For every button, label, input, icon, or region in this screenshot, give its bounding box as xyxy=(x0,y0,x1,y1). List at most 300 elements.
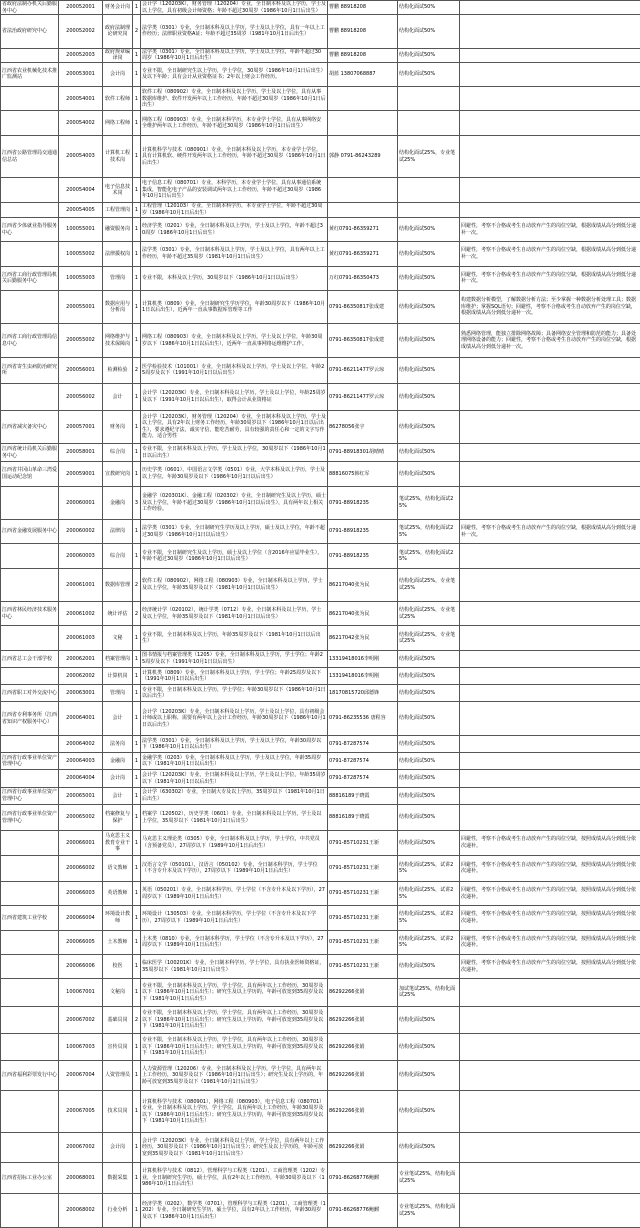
cell-post: 管理岗 xyxy=(103,266,133,290)
cell-post: 人资管理员 xyxy=(103,1061,133,1090)
cell-req: 英语（050201）专业，全日制本科学历，学士学位（不含专升本及以下学历），27周岁以下（1989年10月1日后出生） xyxy=(141,881,328,905)
cell-note: 回避性，考察不合格或考生自动放弃产生的岗位空缺，按照成绩从高分到低分依次递补。 xyxy=(460,954,640,978)
cell-num: 1 xyxy=(133,48,141,62)
cell-req: 法学类（0301）专业，全日制研究生学历及以上学历，硕士及以上学位，年龄不超过30周岁（1986年10月1日以后出生） xyxy=(141,520,328,544)
table-row xyxy=(1,770,640,787)
cell-req: 会计学（120203K）专业，全日制本科及以上学历，学士及以上学位，年龄35周岁以下（1981年10月1日以后出生） xyxy=(141,770,328,787)
cell-tel: 88816189于晓霞 xyxy=(328,787,398,804)
cell-post: 电子信息技术岗 xyxy=(103,178,133,202)
cell-unit xyxy=(1,930,59,954)
table-row xyxy=(1,357,640,383)
cell-code: 200054004 xyxy=(59,178,103,202)
cell-exam: 结构化面试50% xyxy=(398,48,460,62)
cell-post: 会计 xyxy=(103,384,133,410)
cell-req: 汉语言文学（050101），汉语言（050102）专业，全日制本科学历，学士学位（不含专升本及以下学历），27周岁以下（1989年10月1日后出生） xyxy=(141,855,328,881)
cell-num: 1 xyxy=(133,202,141,217)
cell-post: 会计岗 xyxy=(103,770,133,787)
cell-code: 200067002 xyxy=(59,1133,103,1162)
cell-req: 计算机科学与技术（0812），管理科学与工程类（1201），工商管理类（1202）专业，全日制研究生学历，硕士学位，具有2年以上工作经历，年龄30周岁及以下（1986年10月1日后出生） xyxy=(141,1162,328,1193)
cell-note: 回避性，考察不合格或考生自动放弃产生的岗位空缺，按照成绩从高分到低分依次递补。 xyxy=(460,930,640,954)
cell-tel xyxy=(328,178,398,202)
cell-req: 网络工程（080903）专业，全日制本科学历，本专业学士学位，具有从事网络安全维护两年以上工作经历，年龄不超过30周岁（1986年10月1日后出生） xyxy=(141,111,328,135)
cell-code: 200065002 xyxy=(59,804,103,830)
table-row xyxy=(1,1,640,15)
table-row xyxy=(1,178,640,202)
cell-exam: 结构化面试50% xyxy=(398,324,460,357)
cell-tel: 0791-85710231王新 xyxy=(328,855,398,881)
cell-num: 1 xyxy=(133,787,141,804)
cell-req: 计算机类（0809）专业，全日制研究生学历学位，年龄30周岁以下（1986年10月1日以后出生），近两年一直从事数据库管理等工作 xyxy=(141,290,328,323)
cell-exam: 专业笔试25%，结构化面试25% xyxy=(398,1162,460,1193)
table-body xyxy=(1,1,640,1228)
cell-req: 经济统计学（020102），统计学类（0712）专业，全日制本科及以上学历，学士及以上学位，年龄35周岁及以下（1981年10月1日以后出生） xyxy=(141,602,328,626)
cell-num: 1 xyxy=(133,520,141,544)
cell-code: 200067005 xyxy=(59,1090,103,1133)
cell-code: 200052002 xyxy=(59,15,103,48)
cell-post: 会计 xyxy=(103,702,133,735)
table-row xyxy=(1,855,640,881)
cell-unit xyxy=(1,881,59,905)
cell-exam: 结构化面试25%，专业笔试25% xyxy=(398,568,460,601)
cell-tel: 18170815720邱德锋 xyxy=(328,685,398,702)
cell-code: 200062002 xyxy=(59,668,103,685)
cell-exam xyxy=(398,111,460,135)
cell-unit: 江西省职工对外交流中心 xyxy=(1,685,59,702)
table-row xyxy=(1,1194,640,1228)
cell-note xyxy=(460,87,640,111)
cell-unit xyxy=(1,831,59,855)
cell-post: 宣教研究岗 xyxy=(103,462,133,486)
cell-post: 数据库管理 xyxy=(103,568,133,601)
cell-num: 1 xyxy=(133,979,141,1006)
cell-post: 英语教师 xyxy=(103,881,133,905)
cell-note xyxy=(460,48,640,62)
table-row xyxy=(1,462,640,486)
cell-exam: 结构化面试50% xyxy=(398,62,460,86)
cell-note xyxy=(460,135,640,178)
cell-req: 人力资源管理（120206）专业，全日制本科及以上学历，学士学位，具有两年以上工作经历，30周岁及以下（1986年10月1日后出生）；研究生及以上学历的，年龄可放宽到35周岁及以下（1981年10月1日后出生） xyxy=(141,1061,328,1090)
cell-note xyxy=(460,1133,640,1162)
cell-note xyxy=(460,384,640,410)
cell-num: 1 xyxy=(133,831,141,855)
cell-tel xyxy=(328,202,398,217)
cell-req: 金融学类（0203）专业，全日制本科及以上学历，学士及以上学位，年龄35周岁以下（1981年10月1日以后出生） xyxy=(141,753,328,770)
cell-code: 200057001 xyxy=(59,410,103,443)
cell-num: 1 xyxy=(133,650,141,667)
cell-unit: 江西省井冈山革命三湾爱国运动纪念馆 xyxy=(1,462,59,486)
cell-code: 200061002 xyxy=(59,602,103,626)
cell-req: 专业不限，全日制研究生及以上学历，硕士及以上学位（含2016年应届毕业生），年龄不超过30周岁（1986年10月1日以后出生） xyxy=(141,544,328,568)
cell-req: 专业不限，全日制本科及以上学历，学士及以上学位，30周岁以下（1986年10月1日以后出生） xyxy=(141,443,328,461)
cell-req: 经济学类（0202），数学类（0701），管理科学与工程类（1201），工商管理类（1202）专业，全日制研究生学历，硕士学位，具有2年以上工作经历，年龄30周岁及以下（1986年10月1日后出生） xyxy=(141,1194,328,1228)
cell-code: 200066004 xyxy=(59,906,103,930)
cell-tel: 0791-88918301胡晴晴 xyxy=(328,443,398,461)
cell-post: 文秘岗 xyxy=(103,979,133,1006)
cell-unit xyxy=(1,48,59,62)
cell-req: 专业不限，全日制研究生以上学历，学士学位，30周岁（1986年10月1日后出生）及以下年龄；具有会计从业资格证书；2年以上财会工作经历。 xyxy=(141,62,328,86)
cell-req: 医学检验技术（101001）专业，全日制本科及以上学历，学士及以上学位，年龄25周岁及以下（1991年10月1日以后出生） xyxy=(141,357,328,383)
cell-code: 200055001 xyxy=(59,290,103,323)
table-row xyxy=(1,48,640,62)
cell-exam: 结构化面试50% xyxy=(398,954,460,978)
table-row xyxy=(1,290,640,323)
cell-tel: 黄红0791-86359271 xyxy=(328,242,398,266)
table-row xyxy=(1,87,640,111)
cell-code: 200054003 xyxy=(59,135,103,178)
table-row xyxy=(1,1061,640,1090)
cell-num: 1 xyxy=(133,1133,141,1162)
cell-tel: 86217042张为民 xyxy=(328,626,398,650)
cell-req: 电子信息工程（080701）专业，本科学历，本专业学士学位，具有从事通信系统集成，智能化电子产品的安装调试两年以上工作经历，年龄不超过30周岁（1986年10月1日后出生） xyxy=(141,178,328,202)
cell-post: 会计 xyxy=(103,787,133,804)
cell-req: 历史学类（0601）、中国语言文学类（0501）专业，大学本科及以上学历，学士及以上学位，年龄30周岁及以下（1986年10月1日以后出生） xyxy=(141,462,328,486)
table-row xyxy=(1,111,640,135)
table-row xyxy=(1,443,640,461)
cell-post: 计算机工程技术岗 xyxy=(103,135,133,178)
cell-num: 1 xyxy=(133,1194,141,1228)
cell-note: 回避性，考察不合格或考生自动放弃产生的岗位空缺，根据成绩从高分到低分递补一次。 xyxy=(460,266,640,290)
cell-post: 文秘 xyxy=(103,626,133,650)
cell-req: 会计学（120203K），财务管理（120204）专业，全日制本科及以上学历，学士及以上学位，具有2年以上财务工作经历，年龄30周岁以下（1986年10月1日以后出生），要求遵纪守法，诚实守信，能吃苦耐劳，具有较强的责任心和一定的文字写作能力，适合男性 xyxy=(141,410,328,443)
cell-unit: 江西省行政事业单位资产管理中心 xyxy=(1,753,59,770)
table-row xyxy=(1,735,640,752)
cell-note xyxy=(460,443,640,461)
cell-tel: 86292266张娟 xyxy=(328,1006,398,1033)
cell-code: 200061001 xyxy=(59,568,103,601)
table-row xyxy=(1,410,640,443)
cell-code: 200063001 xyxy=(59,685,103,702)
cell-unit: 江西省招标工业办公室 xyxy=(1,1162,59,1193)
table-row xyxy=(1,787,640,804)
cell-num: 2 xyxy=(133,357,141,383)
cell-post: 基础员岗 xyxy=(103,1006,133,1033)
cell-unit xyxy=(1,770,59,787)
cell-req: 临床医学（100201K）专业，全日制本科学历，学士学位，具有执业医师资格证，35周岁以下（1981年10月1日后出生） xyxy=(141,954,328,978)
cell-req: 会计学（120203K），财务管理（120204）专业，全日制本科及以上学历，学士及以上学位，具有初级会计师资格；年龄不超过30周岁（1986年10月1日后出生） xyxy=(142,1,326,14)
cell-num: 1 xyxy=(133,702,141,735)
cell-tel: 0791-87287574 xyxy=(328,753,398,770)
cell-req: 专业不限，全日制本科及以上学历，学士学位，具有两年以上工作经历，30周岁及以下（1986年10月1日后出生）；研究生及以上学历的，年龄可放宽到35周岁及以下（1981年10月1日后出生） xyxy=(141,979,328,1006)
cell-num: 1 xyxy=(133,804,141,830)
cell-exam: 结构化面试25%，专业笔试25% xyxy=(398,135,460,178)
cell-unit: 江西省统计局机关后勤服务中心 xyxy=(1,443,59,461)
cell-tel: 0791-85710231王新 xyxy=(328,881,398,905)
cell-exam: 结构化面试50% xyxy=(398,357,460,383)
cell-exam xyxy=(398,178,460,202)
table-row xyxy=(1,979,640,1006)
cell-code: 200060001 xyxy=(59,486,103,519)
cell-post: 法务岗 xyxy=(103,735,133,752)
cell-post: 统计评估 xyxy=(103,602,133,626)
cell-req: 专业不限，本科及以上学历，30周岁以下（1986年10月1日以后出生） xyxy=(141,266,328,290)
table-row xyxy=(1,520,640,544)
cell-num: 2 xyxy=(133,1006,141,1033)
cell-num: 1 xyxy=(133,906,141,930)
table-row xyxy=(1,324,640,357)
cell-exam: 结构化面试50% xyxy=(398,1090,460,1133)
cell-num: 1 xyxy=(133,1033,141,1060)
cell-post: 档案管理岗 xyxy=(103,650,133,667)
cell-exam: 专业笔试25%，结构化面试25% xyxy=(398,1194,460,1228)
cell-exam: 结构化面试50% xyxy=(398,266,460,290)
cell-unit xyxy=(1,1133,59,1162)
cell-req: 法学类（0301）专业，全日制本科及以上学历，学士及以上学位，年龄不超过30周岁（1986年10月1日后出生） xyxy=(141,48,328,62)
cell-req: 经济学类（0201）专业，全日制本科及以上学历，学士及以上学位，年龄不超过30周岁（1986年10月1日后出生） xyxy=(141,217,328,241)
cell-note xyxy=(460,1,640,15)
cell-post: 宣传员岗 xyxy=(103,1033,133,1060)
cell-code: 200068002 xyxy=(59,1194,103,1228)
table-row xyxy=(1,954,640,978)
table-row xyxy=(1,650,640,667)
cell-exam: 结构化面试50% xyxy=(398,685,460,702)
table-row xyxy=(1,242,640,266)
cell-req: 软件工程（080902）专业，全日制本科及以上学历，学士及以上学位，具有从事数据库维护、软件开发两年以上工作经历，年龄不超过30周岁（1986年10月1日后出生） xyxy=(141,87,328,111)
cell-req: 工程管理（120103）专业，全日制本科学历，本专业学士学位，年龄不超过30周岁（1986年10月1日后出生） xyxy=(141,202,328,217)
cell-exam: 结构化面试50% xyxy=(398,770,460,787)
cell-note xyxy=(460,568,640,601)
cell-unit: 江西省工商行政管理局信息中心 xyxy=(1,324,59,357)
cell-num: 2 xyxy=(133,15,141,48)
cell-post: 法律援权岗 xyxy=(103,242,133,266)
table-row xyxy=(1,266,640,290)
cell-unit: 江西省专利事务所（江西省知识产权服务中心） xyxy=(1,702,59,735)
cell-tel: 0791-86211477罗云琼 xyxy=(328,357,398,383)
cell-code: 100067001 xyxy=(59,979,103,1006)
cell-num: 1 xyxy=(133,178,141,202)
cell-req: 专业不限，全日制本科及以上学历，学士学位，具有两年以上工作经历，30周岁及以下（1986年10月1日后出生）；研究生及以上学历的，年龄可放宽到35周岁及以下（1981年10月1日后出生） xyxy=(141,1006,328,1033)
cell-unit: 江西省行政事业单位资产管理中心 xyxy=(1,787,59,804)
cell-exam: 结构化面试25%，试讲25% xyxy=(398,855,460,881)
cell-unit: 江西省寄生虫病防治研究所 xyxy=(1,357,59,383)
cell-note xyxy=(460,111,640,135)
cell-num: 1 xyxy=(133,954,141,978)
cell-note xyxy=(460,410,640,443)
cell-code: 200054002 xyxy=(59,111,103,135)
cell-unit xyxy=(1,242,59,266)
cell-code: 100067003 xyxy=(59,1033,103,1060)
table-row xyxy=(1,1090,640,1133)
cell-note xyxy=(460,979,640,1006)
cell-num: 1 xyxy=(133,544,141,568)
cell-unit xyxy=(1,384,59,410)
cell-exam: 结构化面试50% xyxy=(398,668,460,685)
cell-post: 行业分析 xyxy=(103,1194,133,1228)
table-row xyxy=(1,668,640,685)
cell-note xyxy=(460,62,640,86)
cell-exam: 结构化面试50% xyxy=(398,290,460,323)
cell-exam: 结构化面试50% xyxy=(398,384,460,410)
cell-req: 法学类（0301）专业，全日制本科及以上学历，学士及以上学位，具有两年以上工作经历，年龄不超过35周岁（1981年10月1日后出生） xyxy=(141,242,328,266)
table-row xyxy=(1,568,640,601)
cell-exam: 结构化面试50% xyxy=(398,217,460,241)
cell-exam: 结构化面试50% xyxy=(398,1061,460,1090)
table-row xyxy=(1,930,640,954)
table-row xyxy=(1,217,640,241)
cell-tel: 0791-88918235 xyxy=(328,486,398,519)
table-row xyxy=(1,831,640,855)
cell-post: 马克思主义教育专业干事 xyxy=(103,831,133,855)
cell-exam: 结构化面试50% xyxy=(398,804,460,830)
cell-unit xyxy=(1,979,59,1006)
cell-post: 语文教师 xyxy=(103,855,133,881)
cell-exam: 结构化面试25%，专业笔试25% xyxy=(398,626,460,650)
cell-exam: 结构化面试50% xyxy=(398,787,460,804)
cell-note xyxy=(460,1162,640,1193)
cell-num: 1 xyxy=(133,242,141,266)
cell-tel: 曹鹏 88918208 xyxy=(328,1,398,15)
cell-num: 1 xyxy=(133,384,141,410)
cell-unit: 省政府法制办机关后勤服务中心 xyxy=(2,1,58,14)
cell-req: 会计学（120203K）专业，全日制本科及以上学历，学士及以上学位，具有初级会计师或以上职称，需要有两年以上会计工作经历，年龄30周岁以下（1986年10月1日以后出生） xyxy=(141,702,328,735)
cell-num: 2 xyxy=(133,568,141,601)
cell-num: 1 xyxy=(133,324,141,357)
table-row xyxy=(1,753,640,770)
table-row xyxy=(1,1033,640,1060)
cell-req: 计算机科学与技术（080901）专业，全日制本科及以上学历，本专业学士学位，具有计算机软、硬件开发两年以上工作经历，年龄不超过30周岁（1986年10月1日后出生） xyxy=(141,135,328,178)
table-row xyxy=(1,135,640,178)
cell-num: 1 xyxy=(133,753,141,770)
cell-code: 200064001 xyxy=(59,702,103,735)
cell-tel: 86292266张娟 xyxy=(328,1133,398,1162)
cell-exam: 结构化面试50% xyxy=(398,1006,460,1033)
table-row xyxy=(1,544,640,568)
cell-exam: 加试笔试25%，结构化面试25% xyxy=(398,979,460,1006)
cell-exam: 结构化面试50% xyxy=(398,831,460,855)
cell-note xyxy=(460,486,640,519)
cell-code: 200058001 xyxy=(59,443,103,461)
cell-code: 200064003 xyxy=(59,753,103,770)
cell-tel: 0791-86350817张成建 xyxy=(328,290,398,323)
cell-code: 200060002 xyxy=(59,520,103,544)
cell-post: 档案修复与保护 xyxy=(103,804,133,830)
cell-num: 1 xyxy=(133,930,141,954)
cell-req: 专业不限，全日制本科及以上学历，年龄35周岁及以下（1981年10月1日以后出生） xyxy=(141,626,328,650)
cell-post: 工程管理岗 xyxy=(103,202,133,217)
cell-num: 1 xyxy=(133,87,141,111)
cell-tel: 86292266张娟 xyxy=(328,1033,398,1060)
cell-tel: 0791-86268776鲍麒 xyxy=(328,1162,398,1193)
cell-note: 构建数据分析模型，了解数据分析方法；至少掌握一种数据分析处理工具；数据库维护；掌握SQL语句；回避性，考察不合格或考生自动放弃产生的岗位空缺，根据成绩从高分到低分递补一次。 xyxy=(460,290,640,323)
cell-post: 土木教师 xyxy=(103,930,133,954)
cell-exam: 结构化面试25%，试讲25% xyxy=(398,930,460,954)
cell-unit: 江西省公路管理局交通通信总站 xyxy=(1,135,59,178)
cell-num: 1 xyxy=(133,266,141,290)
cell-unit xyxy=(1,1033,59,1060)
cell-note: 回避性，考察不合格或考生自动放弃产生的岗位空缺，根据成绩从高分到低分递补一次。 xyxy=(460,242,640,266)
cell-unit xyxy=(1,626,59,650)
cell-num: 1 xyxy=(133,1061,141,1090)
cell-exam: 笔试25%，结构化面试25% xyxy=(398,486,460,519)
table-row xyxy=(1,881,640,905)
cell-unit xyxy=(1,178,59,202)
cell-tel: 郭静 0791-86243289 xyxy=(328,135,398,178)
cell-req: 马克思主义理论类（0305）专业，全日制本科及以上学历，学士学位，中共党员（含预备党员），27周岁以下（1989年10月1日后出生） xyxy=(141,831,328,855)
cell-note xyxy=(460,668,640,685)
cell-num: 1 xyxy=(133,855,141,881)
cell-exam: 笔试25%，结构化面试25% xyxy=(398,544,460,568)
cell-req: 会计学（630302）专业，全日制大专及以上学历，35周岁以下（1981年10月1日后出生） xyxy=(141,787,328,804)
cell-note: 回避性，考察不合格或考生自动放弃产生的岗位空缺，按照成绩从高分到低分依次递补。 xyxy=(460,881,640,905)
cell-tel: 0791-85710231王新 xyxy=(328,930,398,954)
cell-unit: 江西省福利彩票发行中心 xyxy=(1,1061,59,1090)
cell-exam: 结构化面试50% xyxy=(398,1033,460,1060)
cell-tel: 0791-88918235 xyxy=(328,520,398,544)
cell-code: 200066002 xyxy=(59,855,103,881)
cell-num: 1 xyxy=(133,62,141,86)
cell-note: 回避性，考察不合格或考生自动放弃产生的岗位空缺，按照成绩从高分到低分依次递补。 xyxy=(460,831,640,855)
cell-num: 1 xyxy=(133,770,141,787)
table-row xyxy=(1,626,640,650)
cell-unit xyxy=(1,290,59,323)
table-row xyxy=(1,1006,640,1033)
cell-post: 管理岗 xyxy=(103,685,133,702)
table-row xyxy=(1,15,640,48)
cell-exam: 结构化面试50% xyxy=(398,753,460,770)
cell-unit: 江西省农业机械化技术推广监测站 xyxy=(1,62,59,86)
cell-unit: 省法治政府研究中心 xyxy=(1,15,59,48)
cell-tel: 86217040张为民 xyxy=(328,568,398,601)
cell-post: 数据应用与分析岗 xyxy=(103,290,133,323)
cell-tel: 0791-88918235 xyxy=(328,544,398,568)
cell-tel: 0791-85710231王新 xyxy=(328,831,398,855)
cell-code: 200066006 xyxy=(59,954,103,978)
cell-tel xyxy=(328,87,398,111)
cell-unit xyxy=(1,735,59,752)
cell-req: 计算机类（0809）专业，全日制本科及以上学历，学士学位；年龄25周岁及以下（1991年10月1日以后出生） xyxy=(141,668,328,685)
cell-note xyxy=(460,178,640,202)
cell-tel: 0791-87287574 xyxy=(328,735,398,752)
cell-unit: 江西省林民经济技术服务中心 xyxy=(1,602,59,626)
cell-code: 100055001 xyxy=(59,217,103,241)
cell-exam xyxy=(398,202,460,217)
cell-req: 专业不限，全日制本科及以上学历，学士学位，具有两年以上工作经历，30周岁及以下（1986年10月1日后出生）；研究生及以上学历的，年龄可放宽到35周岁及以下（1981年10月1日后出生） xyxy=(141,1033,328,1060)
cell-note xyxy=(460,1061,640,1090)
cell-note xyxy=(460,1006,640,1033)
cell-tel: 86278056张宇 xyxy=(328,410,398,443)
cell-exam: 结构化面试50% xyxy=(398,443,460,461)
cell-note xyxy=(460,735,640,752)
cell-num: 1 xyxy=(133,735,141,752)
cell-num: 1 xyxy=(133,217,141,241)
cell-num: 1 xyxy=(133,1090,141,1133)
table-row xyxy=(1,384,640,410)
cell-note xyxy=(460,753,640,770)
cell-note xyxy=(460,650,640,667)
cell-code: 200053001 xyxy=(59,62,103,86)
cell-note xyxy=(460,15,640,48)
cell-post: 会计岗 xyxy=(103,62,133,86)
table-row xyxy=(1,685,640,702)
cell-req: 图书情报与档案管理类（1205）专业，全日制本科及以上学历，学士学位；年龄25周岁及以下（1991年10月1日以后出生） xyxy=(141,650,328,667)
table-row xyxy=(1,1162,640,1193)
cell-unit xyxy=(1,111,59,135)
cell-post: 检测检验 xyxy=(103,357,133,383)
cell-note xyxy=(460,462,640,486)
table-row xyxy=(1,1133,640,1162)
cell-code: 200054001 xyxy=(59,87,103,111)
cell-note xyxy=(460,770,640,787)
cell-code: 200056001 xyxy=(59,357,103,383)
cell-note: 回避性，考察不合格或考生自动放弃产生的岗位空缺，按照成绩从高分到低分依次递补。 xyxy=(460,855,640,881)
cell-exam: 结构化面试25%，试讲25% xyxy=(398,906,460,930)
cell-req: 会计学（120203K）专业，全日制本科及以上学历，学士及以上学位，年龄25周岁及以下（1991年10月1日以后出生），取得会计从业资格证 xyxy=(141,384,328,410)
cell-code: 200055002 xyxy=(59,324,103,357)
cell-tel: 86292266张娟 xyxy=(328,1061,398,1090)
cell-post: 数据采集 xyxy=(103,1162,133,1193)
cell-post: 技术员岗 xyxy=(103,1090,133,1133)
cell-exam: 结构化面试50% xyxy=(398,702,460,735)
cell-exam: 结构化面试25%，试讲25% xyxy=(398,881,460,905)
